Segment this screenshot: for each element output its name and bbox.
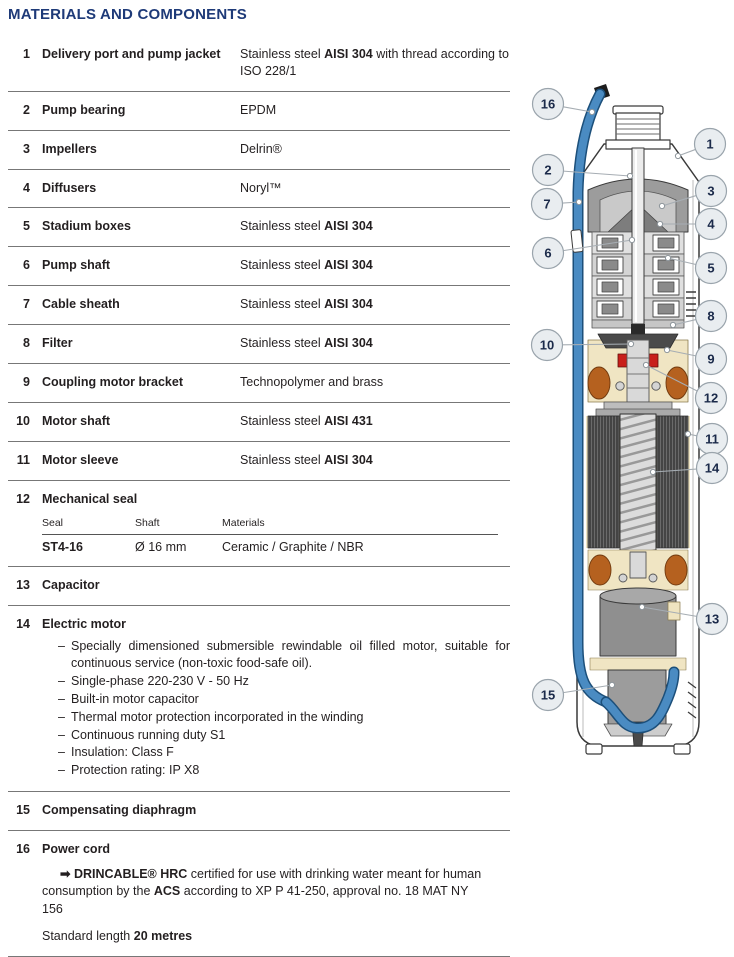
callout-label-14: 14 <box>704 460 720 476</box>
material-text: AISI 304 <box>324 452 373 467</box>
component-body <box>42 46 510 80</box>
component-head <box>42 218 510 235</box>
component-material <box>240 180 510 197</box>
component-number: 9 <box>23 374 30 389</box>
material-text: AISI 304 <box>324 297 373 312</box>
component-row-12 <box>8 481 510 568</box>
component-body <box>42 413 510 430</box>
callout-label-15: 15 <box>540 687 556 703</box>
component-name: Pump bearing <box>42 102 126 117</box>
component-number: 1 <box>23 47 30 61</box>
component-number: 4 <box>23 180 30 195</box>
callout-label-2: 2 <box>544 162 552 178</box>
component-row-7 <box>8 286 510 325</box>
component-head <box>42 491 510 508</box>
component-number: 2 <box>23 102 30 117</box>
ball-bearing-left <box>616 382 624 390</box>
component-name: Electric motor <box>42 617 127 632</box>
component-body <box>42 802 510 819</box>
component-material <box>240 102 510 119</box>
component-material <box>240 335 510 352</box>
component-row-10 <box>8 403 510 442</box>
motor-feature-list <box>42 638 510 779</box>
component-row-8 <box>8 325 510 364</box>
component-body <box>42 102 510 119</box>
leader-dot-2 <box>627 173 632 178</box>
leader-dot-1 <box>675 153 680 158</box>
component-number: 11 <box>16 452 30 467</box>
material-text: Technopolymer and brass <box>240 374 384 389</box>
material-text: AISI 431 <box>324 413 373 428</box>
bullet-dash: – <box>58 727 65 742</box>
power-cord-note <box>42 866 486 919</box>
motor-feature-item <box>58 691 510 708</box>
leader-dot-3 <box>659 203 664 208</box>
component-number: 6 <box>23 258 30 273</box>
component-head <box>42 577 510 594</box>
lower-bearing-right <box>649 574 657 582</box>
component-body <box>42 257 510 274</box>
material-text: AISI 304 <box>324 336 373 350</box>
component-name: Coupling motor bracket <box>42 374 183 389</box>
material-text: AISI 304 <box>324 219 373 234</box>
stator-winding-right <box>657 416 688 548</box>
seal-spec-table <box>42 516 498 555</box>
leader-dot-13 <box>639 604 644 609</box>
component-row-11 <box>8 442 510 481</box>
component-material <box>240 296 510 313</box>
component-number: 15 <box>16 803 30 818</box>
component-number: 14 <box>16 617 30 632</box>
component-name: Motor shaft <box>42 413 111 428</box>
callout-label-13: 13 <box>704 611 720 627</box>
component-row-4 <box>8 170 510 209</box>
material-text: AISI 304 <box>324 258 373 273</box>
motor-feature-text: Continuous running duty S1 <box>71 727 226 742</box>
component-number: 5 <box>23 219 30 234</box>
component-head <box>42 841 510 858</box>
component-name: Impellers <box>42 141 97 156</box>
materials-text-column <box>8 4 510 957</box>
capacitor-body <box>600 596 676 656</box>
leader-dot-9 <box>664 347 669 352</box>
power-cord-length-text: Standard length <box>42 929 134 944</box>
seal-table-value: ST4-16 <box>42 539 83 554</box>
component-row-14 <box>8 606 510 792</box>
component-number: 13 <box>16 578 30 593</box>
pump-cutaway-diagram <box>520 82 734 872</box>
component-material <box>240 141 510 158</box>
component-head <box>42 141 510 158</box>
motor-shaft-bottom <box>630 552 646 578</box>
foot-left <box>586 744 602 754</box>
component-number: 7 <box>23 297 30 312</box>
component-material <box>240 413 510 430</box>
bullet-dash: – <box>58 639 65 654</box>
component-row-15 <box>8 792 510 831</box>
material-text: AISI 304 <box>324 47 373 61</box>
seal-right <box>648 354 658 367</box>
leader-dot-12 <box>643 362 648 367</box>
component-number: 12 <box>16 491 30 506</box>
component-name: Power cord <box>42 842 111 857</box>
leader-dot-10 <box>628 341 633 346</box>
component-body <box>42 141 510 158</box>
seal-table-headers <box>42 516 498 534</box>
component-body <box>42 577 510 594</box>
material-text: Stainless steel <box>240 452 325 467</box>
component-number: 16 <box>16 842 30 857</box>
callout-label-12: 12 <box>703 390 719 406</box>
leader-dot-4 <box>657 221 662 226</box>
component-body <box>42 841 510 945</box>
bullet-dash: – <box>58 673 65 688</box>
bullet-dash: – <box>58 763 65 778</box>
component-material <box>240 257 510 274</box>
component-name: Mechanical seal <box>42 491 138 506</box>
callout-label-8: 8 <box>707 308 715 324</box>
ball-bearing-right <box>652 382 660 390</box>
motor-feature-item <box>58 744 510 761</box>
callout-label-11: 11 <box>705 431 719 447</box>
component-body <box>42 296 510 313</box>
material-text: Stainless steel <box>240 413 325 428</box>
material-text: Stainless steel <box>240 219 325 234</box>
component-name: Cable sheath <box>42 297 120 312</box>
callout-label-10: 10 <box>539 337 555 353</box>
end-winding-upper-right <box>666 367 688 399</box>
power-cord-length <box>42 928 510 945</box>
bullet-dash: – <box>58 709 65 724</box>
component-material <box>240 452 510 469</box>
end-winding-lower-left <box>589 555 611 585</box>
component-material <box>240 218 510 235</box>
motor-feature-text: Insulation: Class F <box>71 745 174 760</box>
components-list <box>8 36 510 957</box>
seal-table-value: Ø 16 mm <box>135 539 187 554</box>
component-row-9 <box>8 364 510 403</box>
motor-rotor <box>620 414 656 554</box>
component-head <box>42 296 510 313</box>
component-material <box>240 374 510 391</box>
page-title: MATERIALS AND COMPONENTS <box>8 6 247 23</box>
leader-dot-14 <box>650 469 655 474</box>
power-cord-length-text: 20 metres <box>133 929 193 944</box>
end-winding-lower-right <box>665 555 687 585</box>
seal-table-header: Shaft <box>135 517 160 530</box>
component-head <box>42 802 510 819</box>
callout-label-9: 9 <box>707 351 715 367</box>
component-body <box>42 374 510 391</box>
component-row-2 <box>8 92 510 131</box>
component-head <box>42 374 510 391</box>
component-head <box>42 452 510 469</box>
material-text: Stainless steel <box>240 297 325 312</box>
callout-label-4: 4 <box>707 216 715 232</box>
component-head <box>42 102 510 119</box>
component-body <box>42 218 510 235</box>
material-text: with thread according to ISO 228/1 <box>240 47 509 78</box>
callout-label-1: 1 <box>706 136 714 152</box>
callout-label-16: 16 <box>540 96 556 112</box>
power-cord-note-text: ➡ DRINCABLE® HRC <box>60 866 188 881</box>
pump-shaft <box>632 148 644 324</box>
component-number: 10 <box>16 413 30 428</box>
seal-table-header: Materials <box>222 517 265 530</box>
component-row-1 <box>8 36 510 92</box>
end-winding-upper-left <box>588 367 610 399</box>
motor-feature-text: Single-phase 220-230 V - 50 Hz <box>71 673 249 688</box>
lower-bearing-left <box>619 574 627 582</box>
component-name: Stadium boxes <box>42 219 131 234</box>
component-row-6 <box>8 247 510 286</box>
seal-table-header: Seal <box>42 517 64 530</box>
component-body <box>42 335 510 352</box>
power-cord-note-text: certified for use with drinking water meant for human consumption by the <box>42 866 482 899</box>
component-head <box>42 257 510 274</box>
callout-label-7: 7 <box>543 196 551 212</box>
material-text: Delrin® <box>240 141 282 156</box>
component-name: Delivery port and pump jacket <box>42 47 221 61</box>
component-name: Capacitor <box>42 578 100 593</box>
component-name: Filter <box>42 336 73 350</box>
capacitor-clip <box>668 602 680 620</box>
material-text: Stainless steel <box>240 336 325 350</box>
bullet-dash: – <box>58 691 65 706</box>
capacitor-top <box>600 588 676 604</box>
leader-dot-16 <box>589 109 594 114</box>
component-body <box>42 180 510 197</box>
delivery-port-neck <box>616 113 660 141</box>
component-row-13 <box>8 567 510 606</box>
pump-diagram-panel <box>520 82 734 872</box>
motor-feature-text: Protection rating: IP X8 <box>71 763 200 778</box>
material-text: Stainless steel <box>240 47 325 61</box>
stator-winding-left <box>588 416 619 548</box>
component-number: 8 <box>23 336 30 350</box>
motor-feature-text: Built-in motor capacitor <box>71 691 199 706</box>
leader-dot-15 <box>609 682 614 687</box>
callout-label-5: 5 <box>707 260 715 276</box>
leader-dot-11 <box>685 431 690 436</box>
component-head <box>42 335 510 352</box>
seal-table-value: Ceramic / Graphite / NBR <box>222 539 364 554</box>
component-body <box>42 452 510 469</box>
callout-label-3: 3 <box>707 183 715 199</box>
material-text: Noryl™ <box>240 180 282 195</box>
component-name: Diffusers <box>42 180 97 195</box>
component-name: Compensating diaphragm <box>42 803 197 818</box>
seal-table-values <box>42 535 498 556</box>
power-cord-note-text: ACS <box>153 884 181 899</box>
motor-feature-text: Specially dimensioned submersible rewindable oil filled motor, suitable for continuous service (non-toxic food-safe oil). <box>71 639 510 671</box>
power-cord-note-text: according to XP P 41-250, approval no. 18 MAT NY 156 <box>42 884 469 916</box>
motor-feature-item <box>58 638 510 672</box>
callout-label-6: 6 <box>544 245 552 261</box>
component-row-5 <box>8 208 510 247</box>
motor-feature-item <box>58 727 510 744</box>
material-text: Stainless steel <box>240 258 325 273</box>
pump-body-art <box>571 84 699 754</box>
component-row-3 <box>8 131 510 170</box>
component-head <box>42 616 510 633</box>
component-head <box>42 180 510 197</box>
bullet-dash: – <box>58 745 65 760</box>
component-head <box>42 413 510 430</box>
seal-left <box>618 354 628 367</box>
component-name: Motor sleeve <box>42 452 119 467</box>
foot-right <box>674 744 690 754</box>
motor-feature-item <box>58 709 510 726</box>
leader-dot-6 <box>629 237 634 242</box>
leader-dot-5 <box>665 255 670 260</box>
component-material <box>240 46 510 80</box>
motor-feature-text: Thermal motor protection incorporated in the winding <box>71 709 364 724</box>
material-text: EPDM <box>240 102 277 117</box>
component-number: 3 <box>23 141 30 156</box>
leader-dot-7 <box>576 199 581 204</box>
motor-feature-item <box>58 762 510 779</box>
component-body <box>42 616 510 780</box>
component-name: Pump shaft <box>42 258 111 273</box>
motor-feature-item <box>58 673 510 690</box>
leader-dot-8 <box>670 322 675 327</box>
component-head <box>42 46 510 80</box>
component-row-16 <box>8 831 510 957</box>
motor-shaft-top <box>627 340 649 402</box>
component-body <box>42 491 510 556</box>
